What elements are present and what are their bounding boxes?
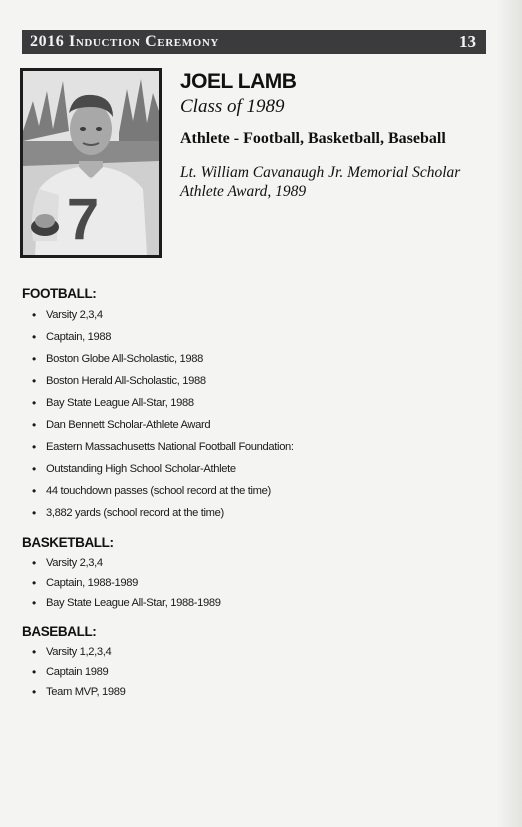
list-item: • Team MVP, 1989 [22,682,492,702]
section-baseball [22,624,492,702]
athlete-sports: Athlete - Football, Basketball, Baseball [180,130,446,147]
list-item: • 44 touchdown passes (school record at the time) [22,480,492,502]
list-item: • Bay State League All-Star, 1988-1989 [22,593,492,613]
list-item: • Boston Globe All-Scholastic, 1988 [22,348,492,370]
section-title: BASEBALL: [22,624,97,639]
header-bar [22,30,486,54]
list-item: • Varsity 1,2,3,4 [22,642,492,662]
list-item: • Boston Herald All-Scholastic, 1988 [22,370,492,392]
inductee-name: JOEL LAMB [180,70,297,93]
list-item: • Varsity 2,3,4 [22,553,492,573]
section-title: FOOTBALL: [22,286,97,301]
achievements [22,286,492,702]
list-item: • 3,882 yards (school record at the time) [22,502,492,524]
list-item: • Dan Bennett Scholar-Athlete Award [22,414,492,436]
section-title: BASKETBALL: [22,535,114,550]
list-item: • Captain, 1988-1989 [22,573,492,593]
header-title: 2016 Induction Ceremony [30,33,219,50]
award-title: Lt. William Cavanaugh Jr. Memorial Scholar Athlete Award, 1989 [180,164,461,200]
list-item: • Outstanding High School Scholar-Athlete [22,458,492,480]
list-item: • Captain 1989 [22,662,492,682]
class-year: Class of 1989 [180,96,285,117]
section-football [22,286,492,524]
inductee-info [180,70,500,201]
portrait-photo [20,68,162,258]
portrait-photo-icon [23,71,159,255]
list-item: • Eastern Massachusetts National Football Foundation: [22,436,492,458]
list-item: • Bay State League All-Star, 1988 [22,392,492,414]
jersey-number: 7 [66,187,100,252]
page-number: 13 [459,32,476,51]
list-item: • Captain, 1988 [22,326,492,348]
list-item: • Varsity 2,3,4 [22,304,492,326]
section-basketball [22,535,492,613]
